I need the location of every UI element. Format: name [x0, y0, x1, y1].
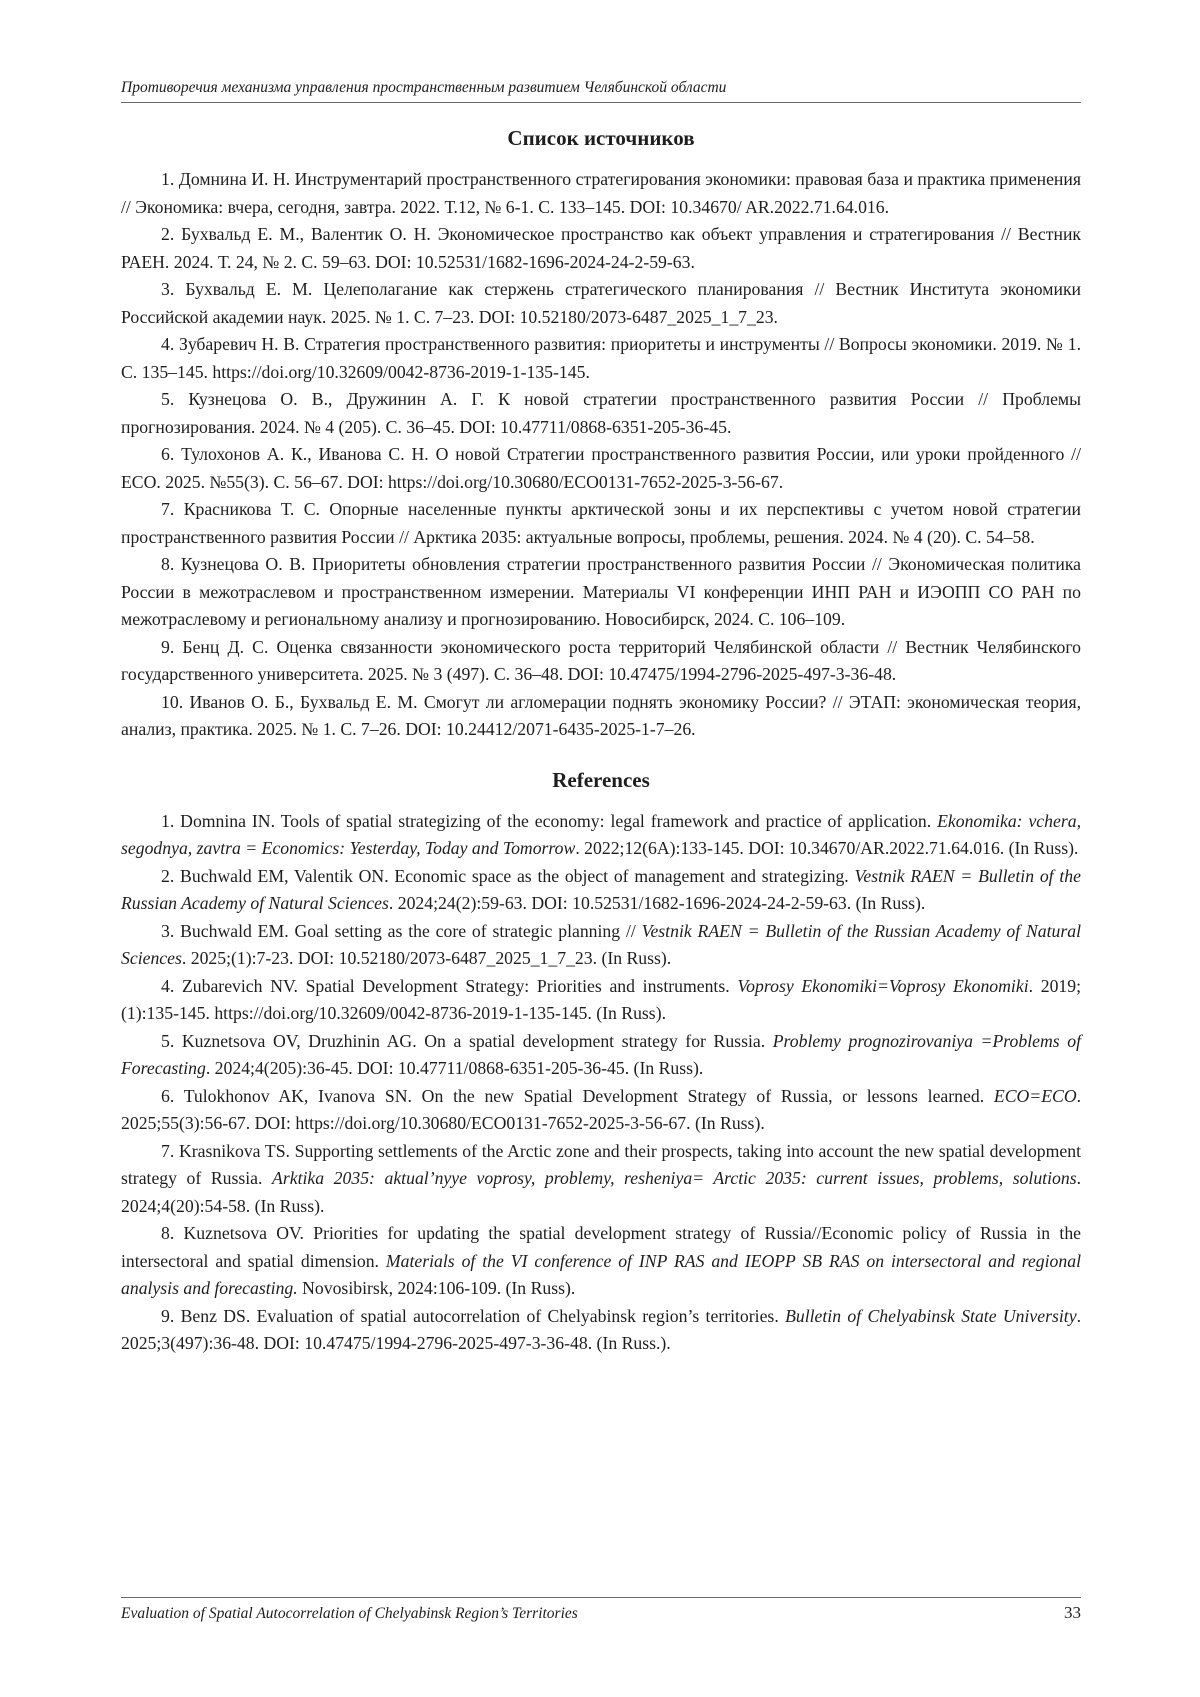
reference-item — [121, 973, 1081, 1028]
sources-list — [121, 166, 1081, 744]
reference-item — [121, 1303, 1081, 1358]
reference-details: . 2024;4(205):36-45. DOI: 10.47711/0868-6351-205-36-45. (In Russ). — [205, 1058, 704, 1078]
reference-text: Buchwald EM, Valentik ON. Economic space as the object of management and strategizing. — [180, 865, 855, 886]
reference-text: Krasnikova TS. Supporting settlements of the Arctic zone and their prospects, taking into account the new spatial development strategy of Russia. — [121, 1140, 1081, 1188]
reference-text: Kuznetsova OV, Druzhinin AG. On a spatial development strategy for Russia. — [181, 1030, 773, 1051]
reference-journal: Problemy prognozirovaniya =Problems of Forecasting — [121, 1030, 1081, 1078]
reference-journal: Vestnik RAEN = Bulletin of the Russian Academy of Natural Sciences — [121, 920, 1082, 968]
reference-text: Zubarevich NV. Spatial Development Strategy: Priorities and instruments. — [181, 975, 738, 996]
reference-item — [121, 863, 1081, 918]
reference-journal: Arktika 2035: aktual’nyye voprosy, problemy, resheniya= Arctic 2035: current issues, problems, solutions — [272, 1168, 1077, 1188]
reference-item — [121, 918, 1081, 973]
reference-number: 4. — [161, 975, 175, 996]
source-number: 4. — [161, 334, 175, 354]
source-text: Бухвальд Е. М., Валентик О. Н. Экономическое пространство как объект управления и стратегирования // Вестник РАЕН. 2024. Т. 24, № 2. С. 59–63. DOI: 10.52531/1682-1696-2024-24-2-59-63. — [121, 224, 1082, 272]
references-heading: References — [552, 767, 650, 792]
reference-details: . 2025;3(497):36-48. DOI: 10.47475/1994-2796-2025-497-3-36-48. (In Russ.). — [121, 1305, 1081, 1353]
source-number: 10. — [161, 691, 184, 712]
reference-journal: Bulletin of Chelyabinsk State University — [785, 1305, 1077, 1326]
reference-details: . 2024;4(20):54-58. (In Russ). — [121, 1168, 1082, 1216]
reference-details: . 2025;(1):7-23. DOI: 10.52180/2073-6487_2025_1_7_23. (In Russ). — [181, 948, 672, 968]
reference-number: 5. — [161, 1030, 175, 1051]
reference-details: . 2025;55(3):56-67. DOI: https://doi.org/10.30680/ECO0131-7652-2025-3-56-67. (In Russ). — [121, 1085, 1082, 1133]
reference-text: Benz DS. Evaluation of spatial autocorrelation of Chelyabinsk region’s territories. — [180, 1305, 786, 1326]
reference-text: Domnina IN. Tools of spatial strategizing of the economy: legal framework and practice of application. — [180, 810, 938, 831]
source-item — [121, 689, 1081, 744]
reference-journal: Voprosy Ekonomiki=Voprosy Ekonomiki — [737, 975, 1029, 996]
running-header: Противоречия механизма управления пространственным развитием Челябинской области — [121, 78, 1081, 103]
reference-journal: ECO=ECO — [993, 1085, 1077, 1106]
reference-number: 2. — [161, 865, 175, 886]
reference-item — [121, 1083, 1081, 1138]
source-text: Домнина И. Н. Инструментарий пространственного стратегирования экономики: правовая база и практика применения // Экономика: вчера, сегодня, завтра. 2022. Т.12, № 6-1. С. 133–145. DOI: 10.34670/ AR.2022.71.64.016. — [121, 169, 1081, 217]
source-number: 8. — [161, 554, 175, 574]
reference-item — [121, 1220, 1081, 1303]
reference-journal: Vestnik RAEN = Bulletin of the Russian Academy of Natural Sciences — [121, 865, 1081, 913]
source-item — [121, 551, 1081, 634]
reference-number: 1. — [161, 810, 175, 831]
source-text: Кузнецова О. В. Приоритеты обновления стратегии пространственного развития России // Экономическая политика России в межотраслевом и пространственном измерении. Материалы VI конференции ИНП РАН и ИЭОПП СО РАН по межотраслевому и региональному анализу и прогнозированию. Новосибирск, 2024. С. 106–109. — [121, 554, 1081, 629]
source-text: Зубаревич Н. В. Стратегия пространственного развития: приоритеты и инструменты // Вопросы экономики. 2019. № 1. С. 135–145. https://doi.org/10.32609/0042-8736-2019-1-135-145. — [121, 334, 1082, 382]
source-item — [121, 166, 1081, 221]
sources-heading: Список источников — [507, 126, 695, 150]
references-list — [121, 808, 1081, 1358]
reference-journal: Ekonomika: vchera, segodnya, zavtra = Economics: Yesterday, Today and Tomorrow — [121, 810, 1081, 858]
source-number: 7. — [161, 499, 175, 519]
source-item — [121, 634, 1081, 689]
source-text: Кузнецова О. В., Дружинин А. Г. К новой стратегии пространственного развития России // Проблемы прогнозирования. 2024. № 4 (205). С. 36–45. DOI: 10.47711/0868-6351-205-36-45. — [121, 389, 1081, 437]
page-number: 33 — [1064, 1603, 1081, 1622]
source-text: Бухвальд Е. М. Целеполагание как стержень стратегического планирования // Вестник Института экономики Российской академии наук. 2025. № 1. С. 7–23. DOI: 10.52180/2073-6487_2025_1_7_23. — [121, 279, 1082, 327]
reference-number: 7. — [161, 1140, 175, 1161]
reference-text: Tulokhonov AK, Ivanova SN. On the new Spatial Development Strategy of Russia, or lessons learned. — [183, 1085, 994, 1106]
reference-details: . 2024;24(2):59-63. DOI: 10.52531/1682-1696-2024-24-2-59-63. (In Russ). — [388, 893, 926, 913]
reference-text: Kuznetsova OV. Priorities for updating the spatial development strategy of Russia//Economic policy of Russia in the intersectoral and spatial dimension. — [121, 1223, 1082, 1271]
reference-details: . 2022;12(6A):133-145. DOI: 10.34670/AR.2022.71.64.016. (In Russ). — [575, 838, 1079, 858]
source-item — [121, 386, 1081, 441]
reference-number: 3. — [161, 920, 175, 941]
reference-number: 6. — [161, 1085, 175, 1106]
source-number: 5. — [161, 389, 175, 409]
reference-number: 8. — [161, 1223, 175, 1243]
reference-number: 9. — [161, 1305, 175, 1326]
reference-details: . 2019;(1):135-145. https://doi.org/10.32609/0042-8736-2019-1-135-145. (In Russ). — [121, 975, 1082, 1023]
source-text: Тулохонов А. К., Иванова С. Н. О новой Стратегии пространственного развития России, или уроки пройденного // ЕСО. 2025. №55(3). С. 56–67. DOI: https://doi.org/10.30680/ЕСО0131-7652-2025-3-56-67. — [121, 444, 1081, 492]
source-number: 1. — [161, 169, 175, 189]
reference-journal: Materials of the VI conference of INP RAS and IEOPP SB RAS on intersectoral and regional analysis and forecasting. — [121, 1250, 1081, 1298]
source-text: Бенц Д. С. Оценка связанности экономического роста территорий Челябинской области // Вестник Челябинского государственного университета. 2025. № 3 (497). С. 36–48. DOI: 10.47475/1994-2796-2025-497-3-36-48. — [121, 636, 1081, 684]
article-content — [121, 118, 1081, 1358]
source-item — [121, 276, 1081, 331]
source-item — [121, 331, 1081, 386]
source-item — [121, 441, 1081, 496]
reference-item — [121, 808, 1081, 863]
reference-text: Buchwald EM. Goal setting as the core of strategic planning // — [180, 920, 642, 941]
footer-divider — [121, 1597, 1081, 1598]
source-number: 9. — [161, 636, 175, 657]
source-item — [121, 496, 1081, 551]
source-number: 6. — [161, 444, 175, 464]
source-item — [121, 221, 1081, 276]
source-text: Иванов О. Б., Бухвальд Е. М. Смогут ли агломерации поднять экономику России? // ЭТАП: экономическая теория, анализ, практика. 2025. № 1. С. 7–26. DOI: 10.24412/2071-6435-2025-1-7–26. — [121, 691, 1082, 739]
reference-item — [121, 1028, 1081, 1083]
source-text: Красникова Т. С. Опорные населенные пункты арктической зоны и их перспективы с учетом новой стратегии пространственного развития России // Арктика 2035: актуальные вопросы, проблемы, решения. 2024. № 4 (20). С. 54–58. — [121, 499, 1081, 547]
source-number: 3. — [161, 279, 175, 299]
reference-item — [121, 1138, 1081, 1221]
footer-journal-title: Evaluation of Spatial Autocorrelation of Chelyabinsk Region’s Territories — [121, 1605, 578, 1622]
source-number: 2. — [161, 224, 175, 244]
reference-details: Novosibirsk, 2024:106-109. (In Russ). — [297, 1278, 576, 1298]
